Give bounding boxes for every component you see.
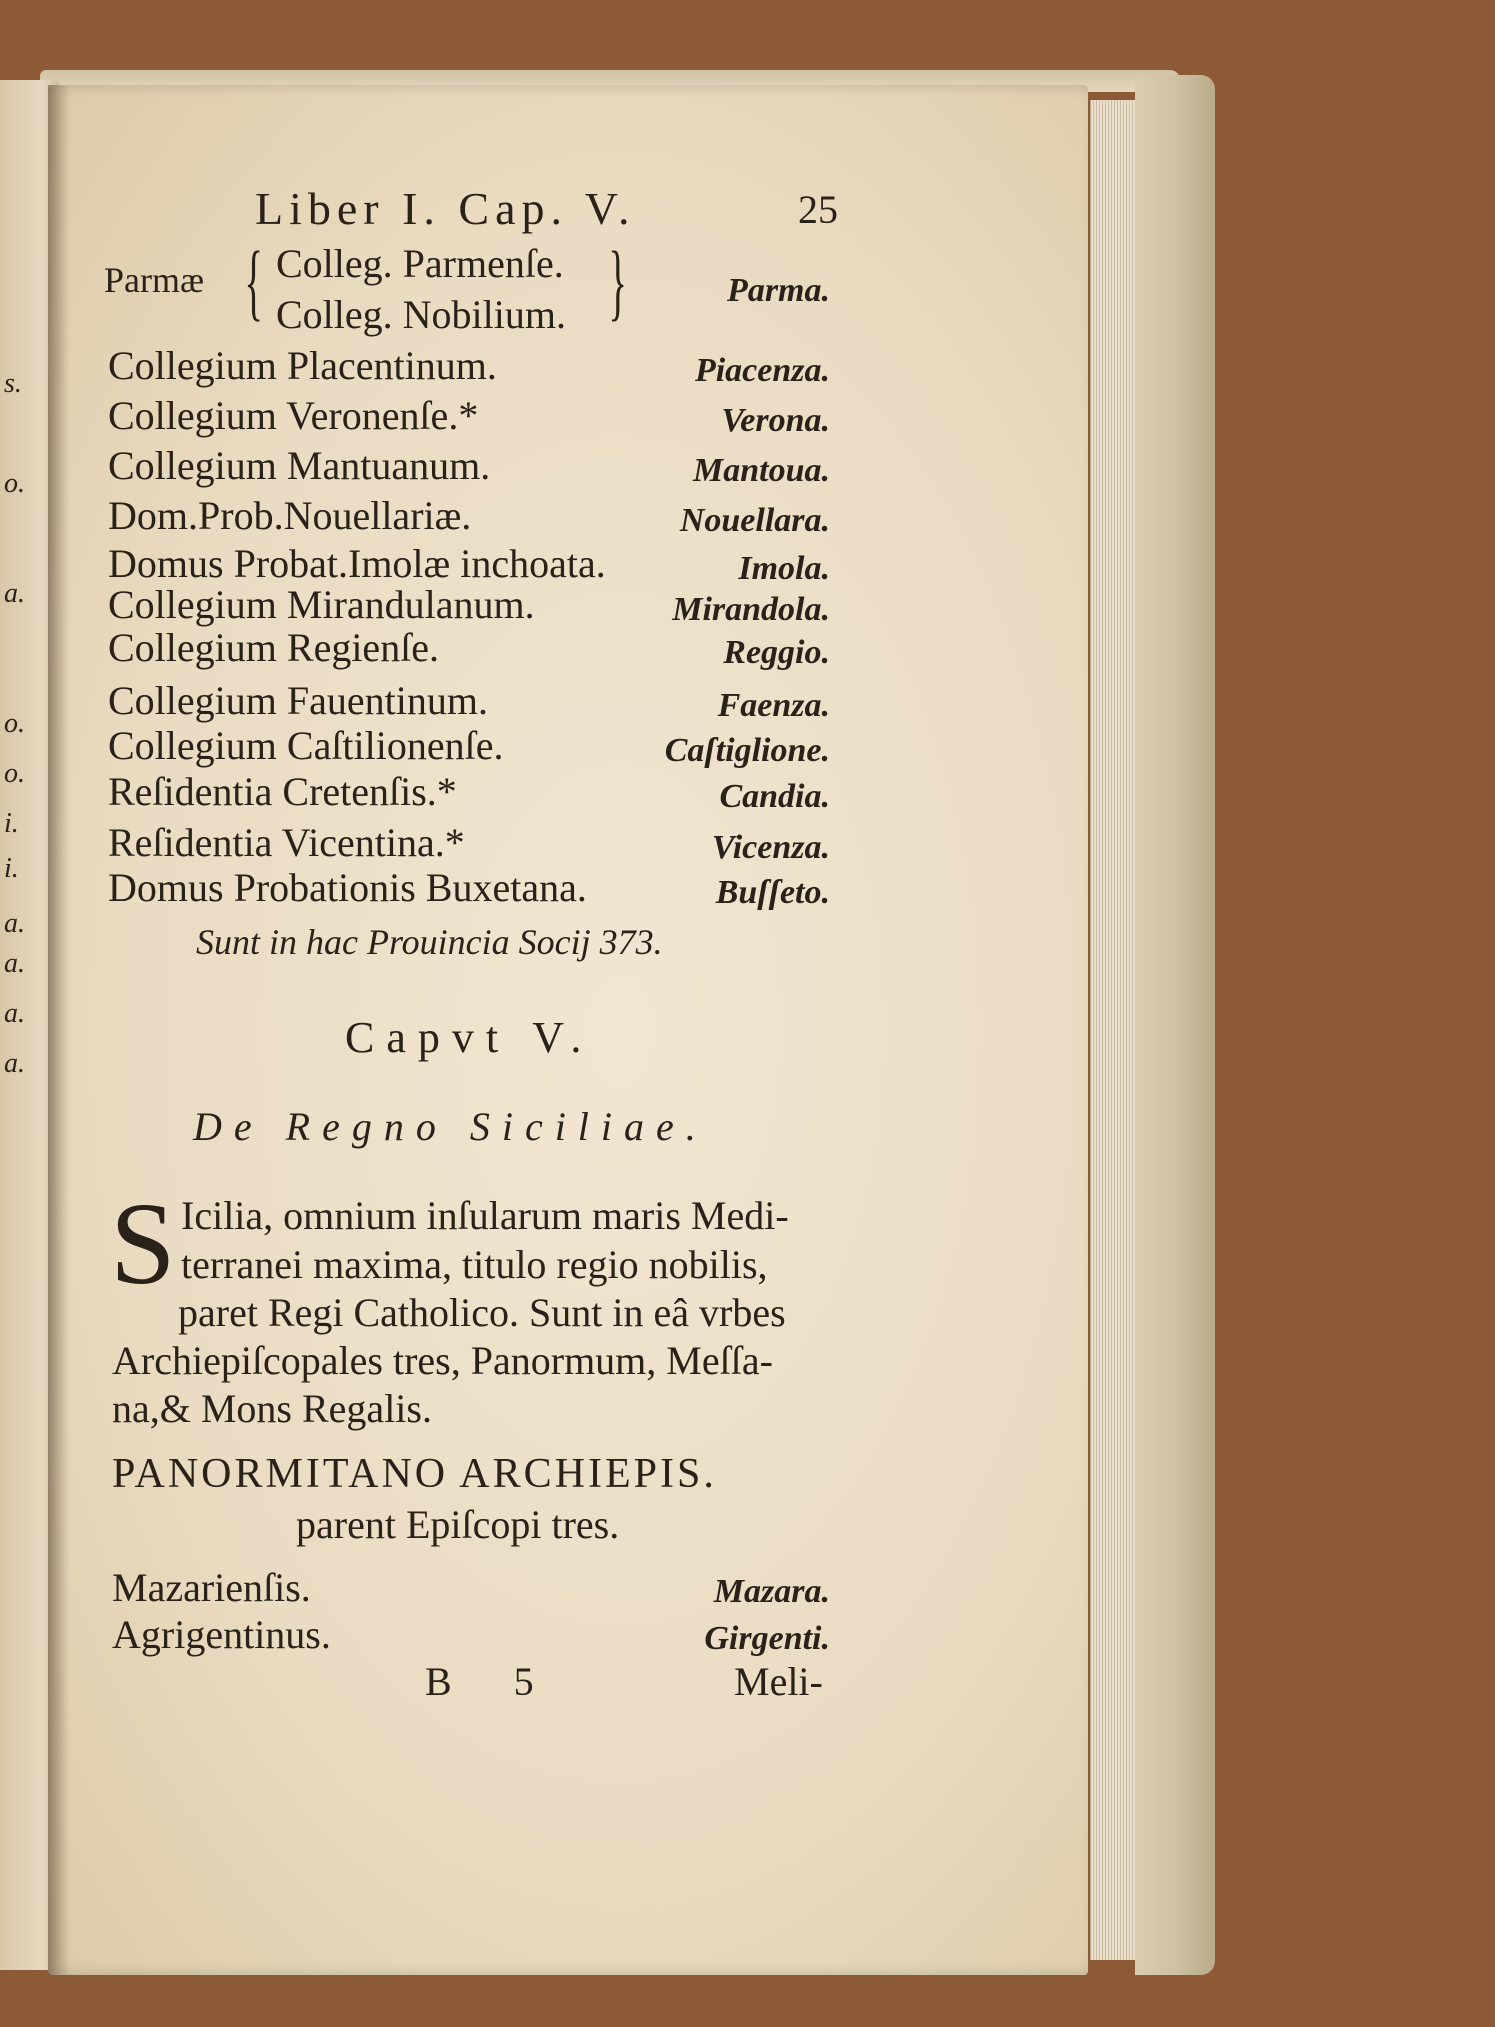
section-subheading: parent Epiſcopi tres.: [296, 1502, 620, 1547]
entry-latin: Collegium Mantuanum.: [108, 443, 491, 488]
entry-place: Buſſeto.: [715, 874, 830, 911]
parmae-label: Parmæ: [104, 260, 205, 300]
entry-latin: Collegium Veronenſe.*: [108, 393, 479, 438]
bishop-latin: Agrigentinus.: [112, 1612, 331, 1657]
entry-latin: Collegium Regienſe.: [108, 625, 440, 670]
left-brace: {: [244, 233, 263, 329]
bishop-place: Girgenti.: [704, 1620, 830, 1657]
margin-letter: o.: [4, 708, 25, 739]
parmae-item: Colleg. Parmenſe.: [276, 241, 564, 286]
entry-latin: Reſidentia Cretenſis.*: [108, 769, 457, 814]
entry-place: Imola.: [738, 550, 830, 587]
drop-cap: S: [110, 1178, 176, 1309]
entry-place: Caſtiglione.: [664, 732, 830, 769]
entry-place: Nouellara.: [679, 502, 830, 539]
entry-place: Mirandola.: [672, 591, 830, 628]
catchword: Meli-: [734, 1659, 823, 1704]
page-number: 25: [798, 187, 838, 232]
entry-place: Faenza.: [717, 687, 830, 724]
bishop-place: Mazara.: [713, 1573, 830, 1610]
margin-letter: a.: [4, 1048, 25, 1079]
entry-place: Candia.: [719, 778, 830, 815]
margin-letter: a.: [4, 998, 25, 1029]
margin-letter: o.: [4, 468, 25, 499]
entry-place: Piacenza.: [694, 352, 830, 389]
margin-letter: s.: [4, 368, 22, 399]
margin-letter: o.: [4, 758, 25, 789]
entry-place: Vicenza.: [711, 829, 830, 866]
margin-letter: a.: [4, 908, 25, 939]
running-title: Liber I. Cap. V.: [255, 183, 636, 234]
paragraph-line: terranei maxima, titulo regio nobilis,: [181, 1242, 768, 1287]
entry-place: Reggio.: [723, 634, 830, 671]
entry-latin: Collegium Fauentinum.: [108, 678, 488, 723]
entry-latin: Reſidentia Vicentina.*: [108, 820, 465, 865]
entry-latin: Collegium Placentinum.: [108, 343, 497, 388]
signature-mark: B 5: [425, 1659, 560, 1704]
paragraph-line: Archiepiſcopales tres, Panormum, Meſſa-: [112, 1338, 773, 1383]
margin-letter: a.: [4, 948, 25, 979]
chapter-heading: Capvt V.: [345, 1013, 594, 1062]
margin-letter: i.: [4, 853, 19, 884]
entry-latin: Domus Probat.Imolæ inchoata.: [108, 541, 606, 586]
section-heading: PANORMITANO ARCHIEPIS.: [112, 1451, 717, 1497]
margin-letter: a.: [4, 578, 25, 609]
entry-latin: Collegium Caſtilionenſe.: [108, 723, 504, 768]
parmae-item: Colleg. Nobilium.: [276, 292, 566, 337]
right-brace: }: [608, 233, 627, 329]
province-summary: Sunt in hac Prouincia Socij 373.: [196, 922, 663, 962]
bishop-latin: Mazarienſis.: [112, 1565, 311, 1610]
paragraph-line: na,& Mons Regalis.: [112, 1386, 432, 1431]
margin-letter: i.: [4, 808, 19, 839]
entry-latin: Dom.Prob.Nouellariæ.: [108, 493, 472, 538]
chapter-subheading: De Regno Siciliae.: [193, 1104, 708, 1149]
paragraph-line: Icilia, omnium inſularum maris Medi-: [181, 1193, 789, 1238]
entry-place: Verona.: [721, 402, 830, 439]
place-name: Parma.: [727, 272, 830, 309]
paragraph-line: paret Regi Catholico. Sunt in eâ vrbes: [178, 1290, 786, 1335]
entry-latin: Collegium Mirandulanum.: [108, 582, 535, 627]
entry-latin: Domus Probationis Buxetana.: [108, 865, 587, 910]
entry-place: Mantoua.: [693, 452, 830, 489]
